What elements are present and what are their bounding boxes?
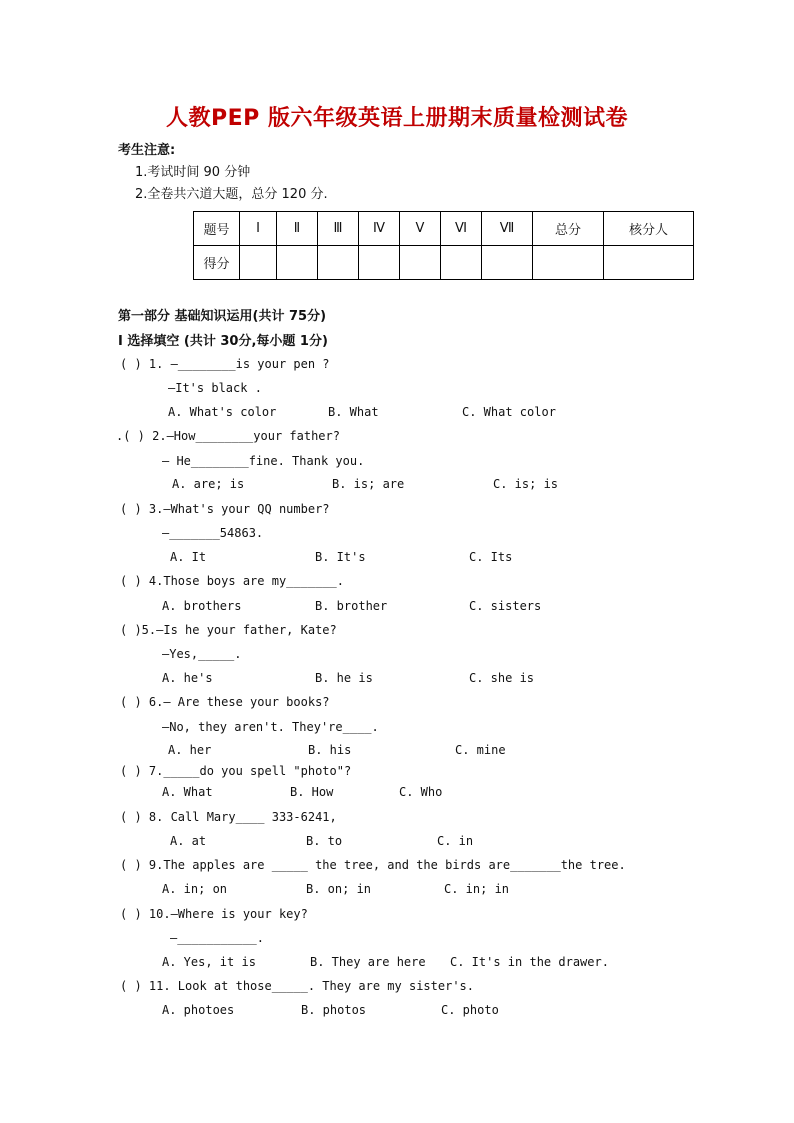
option-b: B. What [328, 405, 379, 419]
question-stem: ( ) 4.Those boys are my_______. [120, 574, 344, 588]
option-a: A. brothers [162, 599, 242, 613]
section-heading: I 选择填空 (共计 30分,每小题 1分) [118, 334, 328, 349]
option-a: A. What [162, 785, 213, 799]
option-c: C. mine [455, 743, 506, 757]
option-b: B. he is [315, 671, 373, 685]
option-c: C. is; is [493, 477, 559, 491]
page-title: 人教PEP 版六年级英语上册期末质量检测试卷 [166, 106, 628, 131]
option-b: B. photos [301, 1003, 367, 1017]
table-header-cell: Ⅰ [240, 212, 277, 246]
table-header-cell: 题号 [194, 212, 240, 246]
table-header-cell: Ⅳ [359, 212, 400, 246]
question-stem: ( ) 6.— Are these your books? [120, 695, 330, 709]
option-c: C. sisters [469, 599, 542, 613]
option-c: C. What color [462, 405, 556, 419]
option-a: A. in; on [162, 882, 228, 896]
option-c: C. she is [469, 671, 535, 685]
option-a: A. What's color [168, 405, 277, 419]
question-stem-2: —Yes,_____. [162, 647, 242, 661]
part-heading: 第一部分 基础知识运用(共计 75分) [118, 309, 327, 324]
option-b: B. his [308, 743, 352, 757]
question-stem: ( ) 7._____do you spell "photo"? [120, 764, 352, 778]
option-b: B. They are here [310, 955, 426, 969]
table-row [194, 246, 694, 280]
option-c: C. It's in the drawer. [450, 955, 609, 969]
score-cell[interactable] [277, 246, 318, 280]
option-b: B. It's [315, 550, 366, 564]
option-b: B. to [306, 834, 343, 848]
option-a: A. her [168, 743, 212, 757]
table-row [194, 212, 694, 246]
table-header-cell: Ⅱ [277, 212, 318, 246]
option-a: A. Yes, it is [162, 955, 256, 969]
notice-item: 2.全卷共六道大题，总分 120 分. [135, 187, 328, 202]
notice-item: 1.考试时间 90 分钟 [135, 165, 251, 180]
question-stem-2: —___________. [170, 931, 264, 945]
option-a: A. are; is [172, 477, 245, 491]
option-a: A. It [170, 550, 207, 564]
option-c: C. Its [469, 550, 513, 564]
option-b: B. How [290, 785, 334, 799]
score-cell[interactable] [359, 246, 400, 280]
option-c: C. in [437, 834, 474, 848]
table-row-label: 得分 [194, 246, 240, 280]
option-c: C. Who [399, 785, 443, 799]
score-table [193, 211, 694, 280]
table-header-cell: 总分 [533, 212, 604, 246]
table-header-cell: Ⅵ [441, 212, 482, 246]
option-a: A. photoes [162, 1003, 235, 1017]
option-a: A. he's [162, 671, 213, 685]
score-cell[interactable] [533, 246, 604, 280]
notice-heading: 考生注意: [118, 143, 176, 158]
score-cell[interactable] [482, 246, 533, 280]
question-stem: .( ) 2.—How________your father? [116, 429, 340, 443]
option-b: B. on; in [306, 882, 372, 896]
question-stem-2: —_______54863. [162, 526, 264, 540]
option-b: B. is; are [332, 477, 405, 491]
score-cell[interactable] [400, 246, 441, 280]
question-stem: ( ) 8. Call Mary____ 333-6241, [120, 810, 337, 824]
question-stem-2: —No, they aren't. They're____. [162, 720, 379, 734]
table-header-cell: 核分人 [604, 212, 694, 246]
option-b: B. brother [315, 599, 388, 613]
question-stem: ( ) 3.—What's your QQ number? [120, 502, 330, 516]
table-header-cell: Ⅲ [318, 212, 359, 246]
score-cell[interactable] [441, 246, 482, 280]
option-c: C. in; in [444, 882, 510, 896]
question-stem: ( )5.—Is he your father, Kate? [120, 623, 337, 637]
table-header-cell: Ⅴ [400, 212, 441, 246]
question-stem-2: —It's black . [168, 381, 262, 395]
option-a: A. at [170, 834, 207, 848]
question-stem: ( ) 9.The apples are _____ the tree, and the birds are_______the tree. [120, 858, 626, 872]
question-stem: ( ) 1. —________is your pen ? [120, 357, 330, 371]
score-cell[interactable] [318, 246, 359, 280]
question-stem: ( ) 11. Look at those_____. They are my sister's. [120, 979, 475, 993]
score-cell[interactable] [604, 246, 694, 280]
score-cell[interactable] [240, 246, 277, 280]
question-stem-2: — He________fine. Thank you. [162, 454, 365, 468]
option-c: C. photo [441, 1003, 499, 1017]
question-stem: ( ) 10.—Where is your key? [120, 907, 308, 921]
table-header-cell: Ⅶ [482, 212, 533, 246]
